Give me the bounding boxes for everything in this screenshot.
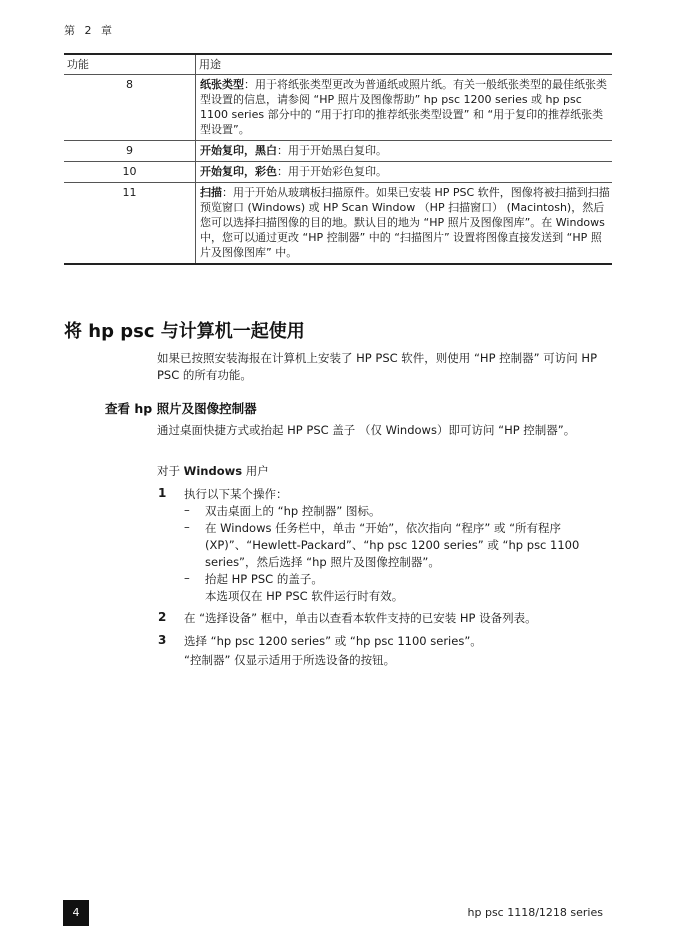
- table-row: [64, 75, 612, 141]
- section-title-pre: 将: [64, 321, 89, 342]
- row-term: 扫描: [200, 186, 222, 199]
- step-2-number: 2: [158, 610, 167, 624]
- for-users-post: 用户: [242, 464, 269, 478]
- row-description: [196, 162, 613, 183]
- subsection-title-pre: 查看: [105, 401, 135, 416]
- step-3-note: “控制器” 仅显示适用于所选设备的按钮。: [184, 653, 396, 667]
- for-users-bold: Windows: [183, 464, 243, 478]
- row-text: ：用于开始彩色复印。: [277, 165, 387, 178]
- section-title: [64, 317, 305, 343]
- table-header-function: 功能: [64, 54, 196, 75]
- subsection-title-post: 照片及图像控制器: [152, 401, 257, 416]
- row-number: 11: [64, 183, 196, 265]
- for-users-pre: 对于: [157, 464, 184, 478]
- table-row: [64, 141, 612, 162]
- subsection-intro: 通过桌面快捷方式或抬起 HP PSC 盖子 （仅 Windows）即可访问 “HP 控制器”。: [157, 423, 576, 437]
- row-text: ：用于开始黑白复印。: [277, 144, 387, 157]
- row-term: 开始复印，彩色: [200, 165, 277, 178]
- row-number: 8: [64, 75, 196, 141]
- table-header-purpose: 用途: [196, 54, 613, 75]
- row-description: [196, 141, 613, 162]
- option-3: 抬起 HP PSC 的盖子。: [205, 572, 323, 586]
- subsection-title-bold: hp: [134, 401, 153, 416]
- bullet-dash: –: [184, 571, 190, 585]
- section-intro: 如果已按照安装海报在计算机上安装了 HP PSC 软件，则使用 “HP 控制器” 可访问 HP PSC 的所有功能。: [157, 351, 598, 382]
- footer-product-title: hp psc 1118/1218 series: [467, 906, 603, 919]
- table-row: [64, 162, 612, 183]
- row-term: 开始复印，黑白: [200, 144, 277, 157]
- function-table: [64, 53, 612, 265]
- option-2: 在 Windows 任务栏中，单击 “开始”，依次指向 “程序” 或 “所有程序 (XP)”、“Hewlett-Packard”、“hp psc 1200 series” 或 “hp psc 1100 series”，然后选择 “hp 照片及图像控制器”。: [205, 521, 580, 569]
- step-1-number: 1: [158, 486, 167, 500]
- row-text: ：用于开始从玻璃板扫描原件。如果已安装 HP PSC 软件，图像将被扫描到扫描预览窗口 (Windows) 或 HP Scan Window （HP 扫描窗口） (Macintosh)，然后您可以选择扫描图像的目的地。默认目的地为 “HP 照片及图像图库”。在 Windows 中，您可以通过更改 “HP 控制器” 中的 “扫描图片” 设置将图像直接发送到 “HP 照片及图像图库” 中。: [200, 186, 610, 259]
- section-title-post: 与计算机一起使用: [154, 321, 305, 342]
- row-number: 10: [64, 162, 196, 183]
- bullet-dash: –: [184, 520, 190, 534]
- subsection-title: [105, 399, 257, 417]
- row-description: [196, 183, 613, 265]
- row-term: 纸张类型: [200, 78, 244, 91]
- row-description: [196, 75, 613, 141]
- page-number: 4: [63, 900, 89, 926]
- step-3-text: 选择 “hp psc 1200 series” 或 “hp psc 1100 series”。: [184, 634, 482, 648]
- chapter-header: 第 2 章: [64, 24, 115, 37]
- option-1: 双击桌面上的 “hp 控制器” 图标。: [205, 504, 381, 518]
- step-2-text: 在 “选择设备” 框中，单击以查看本软件支持的已安装 HP 设备列表。: [184, 611, 537, 625]
- step-1-text: 执行以下某个操作：: [184, 487, 288, 501]
- row-text: ：用于将纸张类型更改为普通纸或照片纸。有关一般纸张类型的最佳纸张类型设置的信息，请参阅 “HP 照片及图像帮助” hp psc 1200 series 或 hp psc 1100 series 部分中的 “用于打印的推荐纸张类型设置” 和 “用于复印的推荐纸张类型设置”。: [200, 78, 607, 136]
- row-number: 9: [64, 141, 196, 162]
- option-3-note: 本选项仅在 HP PSC 软件运行时有效。: [205, 589, 404, 603]
- for-windows-users: [157, 463, 269, 480]
- step-3-number: 3: [158, 633, 167, 647]
- section-title-bold: hp psc: [88, 321, 155, 342]
- table-header-row: [64, 54, 612, 75]
- table-row: [64, 183, 612, 265]
- bullet-dash: –: [184, 503, 190, 517]
